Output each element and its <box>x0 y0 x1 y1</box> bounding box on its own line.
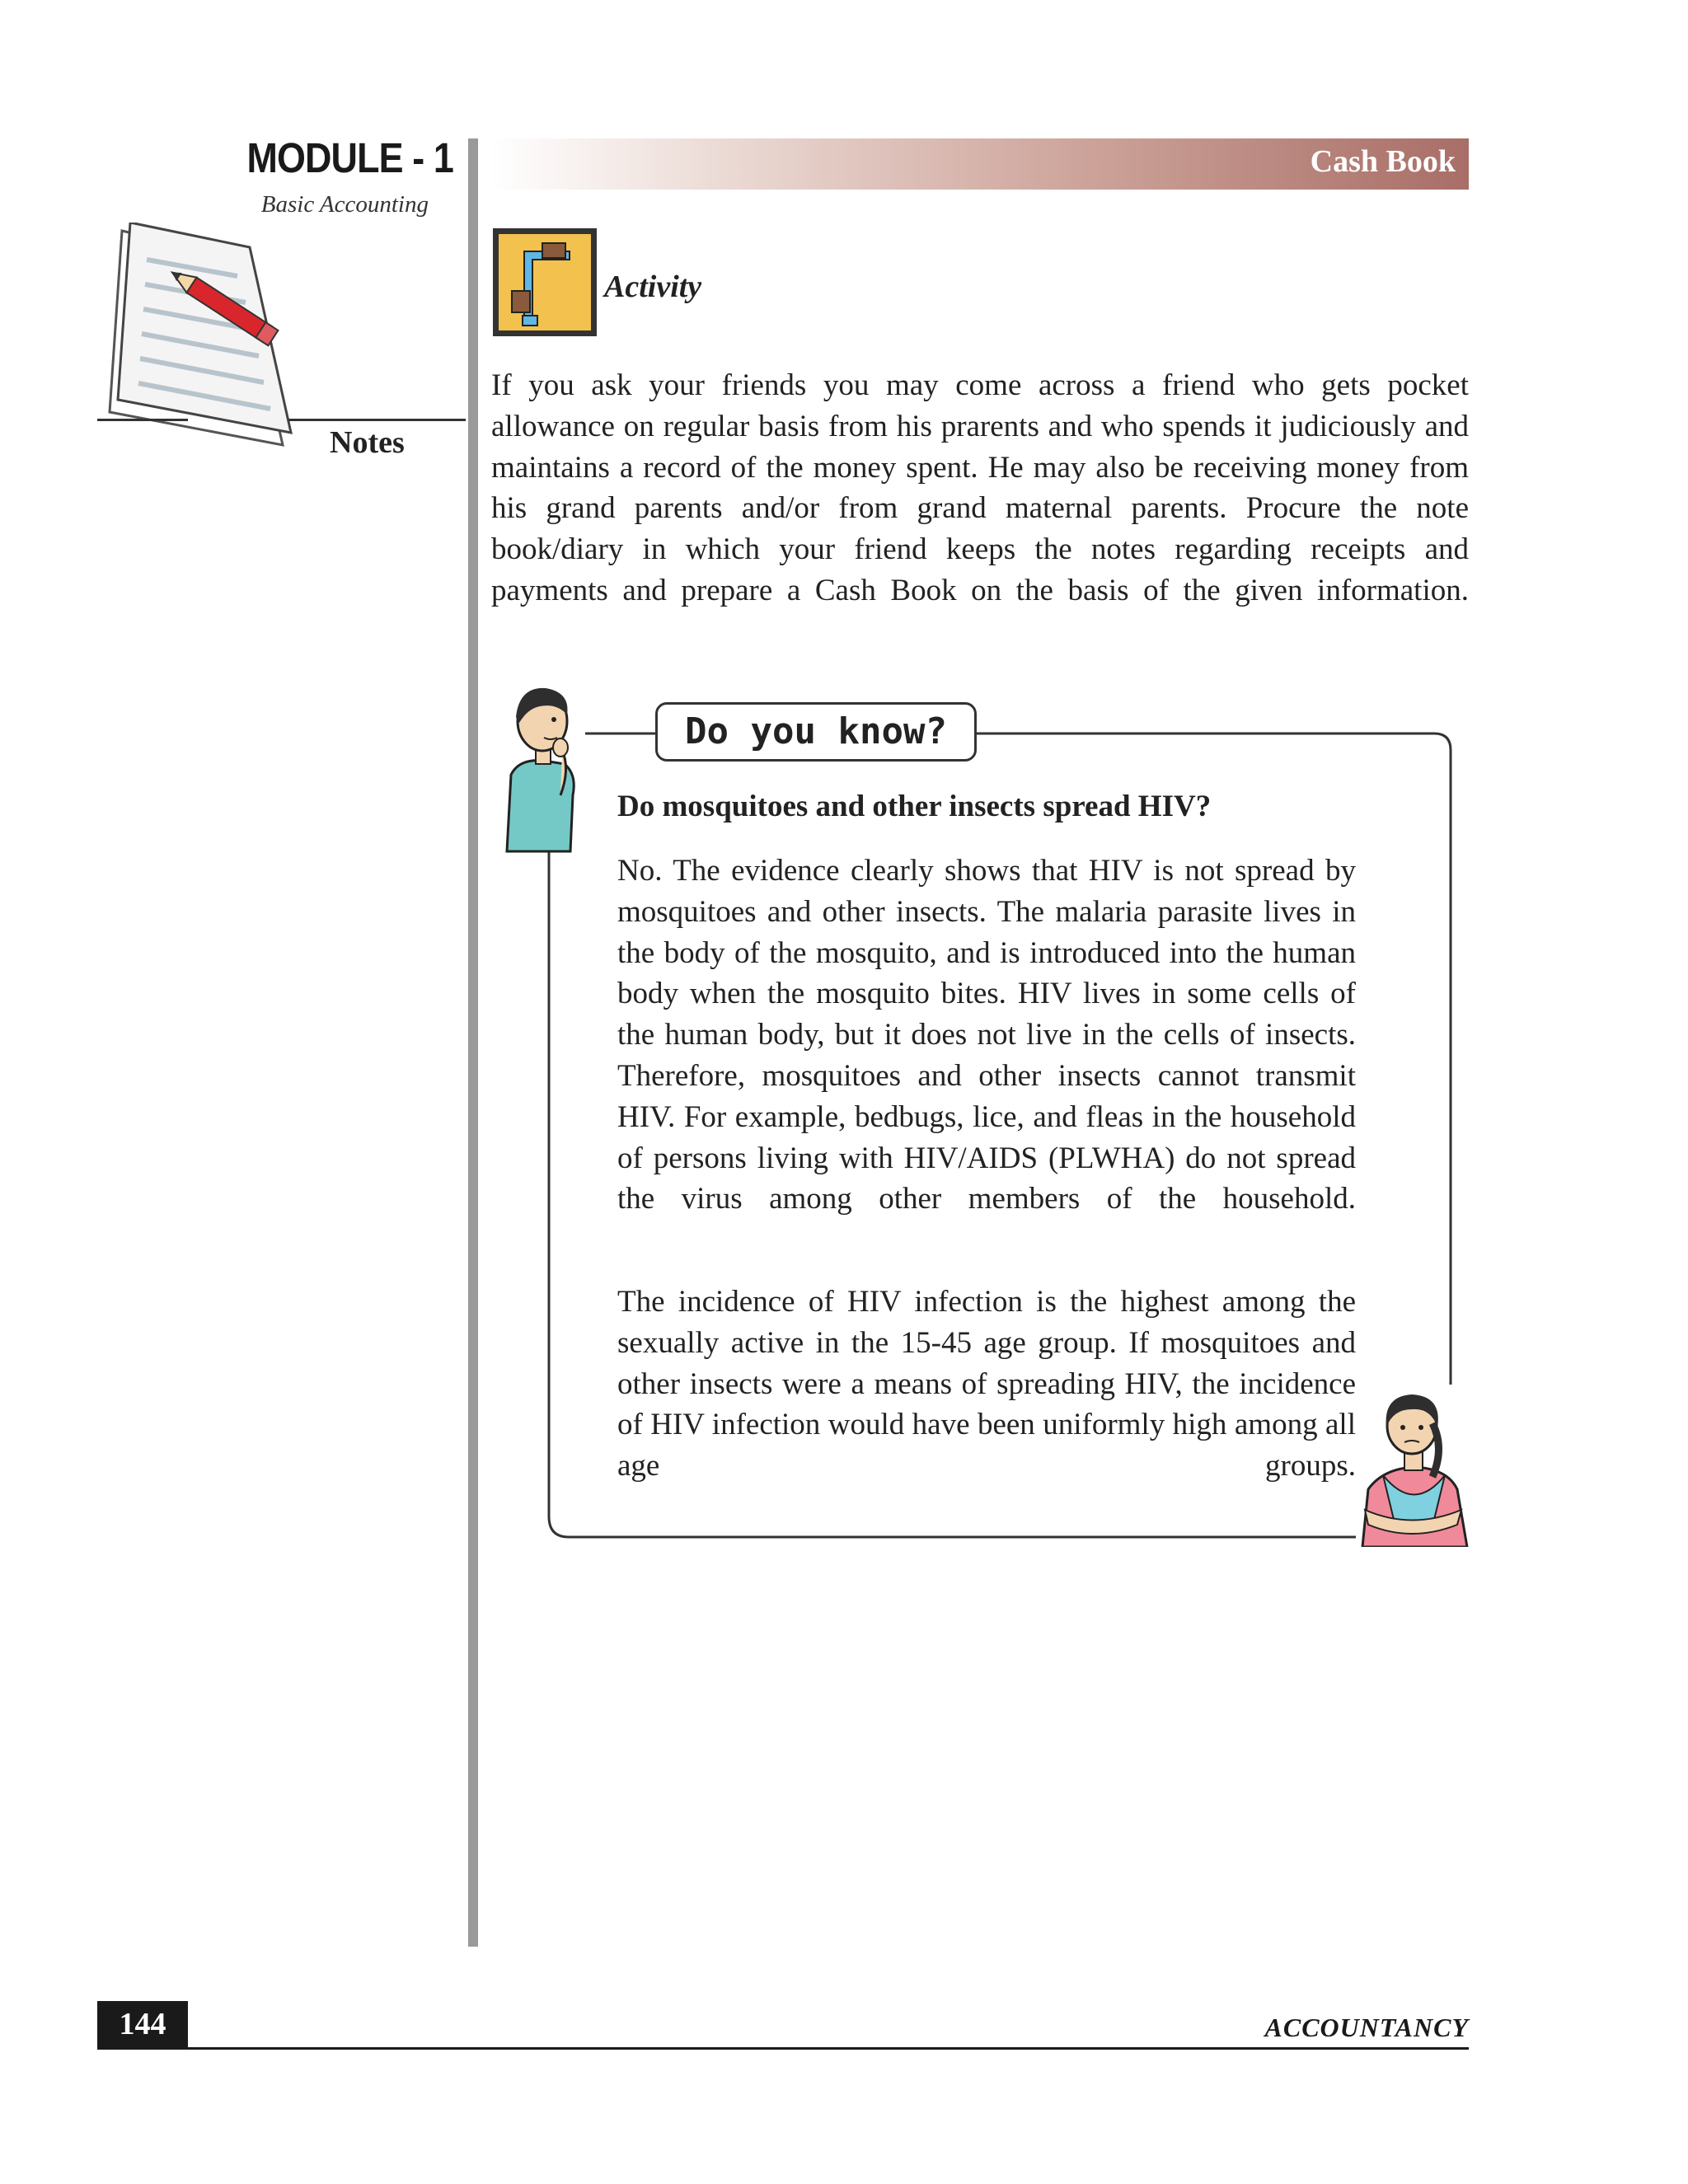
module-subtitle: Basic Accounting <box>260 191 429 218</box>
do-you-know-title-box <box>655 702 977 762</box>
footer-book-title: ACCOUNTANCY <box>1264 2013 1469 2042</box>
chapter-header <box>491 138 1469 190</box>
activity-icon <box>491 227 598 338</box>
activity-label: Activity <box>604 269 702 304</box>
do-you-know-paragraph-1: No. The evidence clearly shows that HIV is not spread by mosquitoes and other insects. The malaria parasite lives in the body of the mosquito, and is introduced into the human body when the mosquito bites. HIV lives in some cells of the human body, but it does not live in the cells of insects. Therefore, mosquitoes and other insects cannot transmit HIV. For example, bedbugs, lice, and fleas in the household of persons living with HIV/AIDS (PLWHA) do not spread the virus among other members of the household. <box>617 854 1356 1216</box>
margin-divider <box>468 138 478 1947</box>
footer-rule <box>97 2047 1469 2050</box>
do-you-know-paragraph-2: The incidence of HIV infection is the highest among the sexually active in the 15-45 age group. If mosquitoes and other insects were a means of spreading HIV, the incidence of HIV infection would have been uniformly high among all age groups. <box>617 1285 1356 1483</box>
module-title: MODULE - 1 <box>246 134 453 181</box>
do-you-know-title: Do you know? <box>685 710 947 752</box>
thinking-boy-illustration <box>495 672 610 853</box>
notes-divider-left <box>97 419 188 421</box>
page-number-box <box>97 2001 188 2049</box>
activity-text: If you ask your friends you may come across a friend who gets pocket allowance on regular basis from his prarents and who spends it judiciously and maintains a record of the money spent. He may also be receiving money from his grand parents and/or from grand maternal parents. Procure the note book/diary in which your friend keeps the notes regarding receipts and payments and prepare a Cash Book on the basis of the given information. <box>491 368 1469 607</box>
do-you-know-question: Do mosquitoes and other insects spread HIV? <box>617 790 1212 823</box>
notes-label: Notes <box>330 425 405 460</box>
page-number: 144 <box>119 2007 166 2041</box>
girl-arms-crossed-illustration <box>1350 1378 1478 1547</box>
notes-pencil-illustration <box>97 223 320 462</box>
notes-divider-right <box>288 419 466 421</box>
chapter-title: Cash Book <box>1310 144 1456 179</box>
